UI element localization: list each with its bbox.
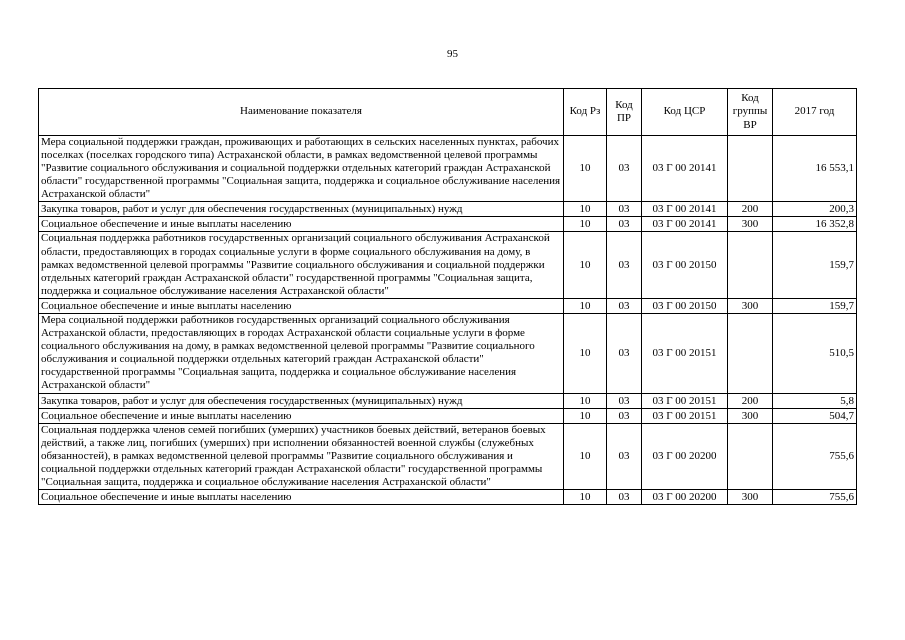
row-csr: 03 Г 00 20150 [642,232,728,298]
row-csr: 03 Г 00 20151 [642,393,728,408]
row-amount: 16 352,8 [773,217,857,232]
table-row [39,298,857,313]
header-csr: Код ЦСР [642,89,728,136]
row-amount: 159,7 [773,232,857,298]
table-header-row [39,89,857,136]
row-vr [728,136,773,202]
row-rz: 10 [564,202,607,217]
row-name: Социальное обеспечение и иные выплаты населению [39,298,564,313]
row-pr: 03 [607,313,642,393]
table-row [39,423,857,489]
row-pr: 03 [607,393,642,408]
row-name: Социальная поддержка работников государственных организаций социального обслуживания Астраханской области, предоставляющих в городах социальные услуги в форме социального обслуживания на дому, в рамках ведомственной целевой программы "Развитие социального обслуживания и социальной поддержки отдельных категорий граждан Астраханской области" государственной программы "Социальная защита, поддержка и социальное обслуживание населения Астраханской области" [39,232,564,298]
row-rz: 10 [564,298,607,313]
row-vr: 300 [728,489,773,504]
row-vr [728,232,773,298]
row-csr: 03 Г 00 20141 [642,217,728,232]
header-name: Наименование показателя [39,89,564,136]
header-year: 2017 год [773,89,857,136]
row-name: Социальное обеспечение и иные выплаты населению [39,408,564,423]
row-pr: 03 [607,202,642,217]
row-amount: 755,6 [773,489,857,504]
row-csr: 03 Г 00 20150 [642,298,728,313]
row-csr: 03 Г 00 20141 [642,136,728,202]
header-rz: Код Рз [564,89,607,136]
row-csr: 03 Г 00 20151 [642,408,728,423]
row-rz: 10 [564,408,607,423]
row-amount: 755,6 [773,423,857,489]
table-row [39,393,857,408]
budget-table [38,88,857,505]
row-rz: 10 [564,393,607,408]
row-amount: 159,7 [773,298,857,313]
row-name: Социальное обеспечение и иные выплаты населению [39,489,564,504]
row-rz: 10 [564,313,607,393]
row-amount: 5,8 [773,393,857,408]
row-vr: 200 [728,393,773,408]
row-vr: 200 [728,202,773,217]
row-vr: 300 [728,217,773,232]
row-name: Закупка товаров, работ и услуг для обеспечения государственных (муниципальных) нужд [39,393,564,408]
row-csr: 03 Г 00 20200 [642,489,728,504]
row-name: Социальное обеспечение и иные выплаты населению [39,217,564,232]
row-name: Социальная поддержка членов семей погибших (умерших) участников боевых действий, ветеранов боевых действий, а также лиц, погибших (умерших) при исполнении обязанностей военной службы (служебных обязанностей), в рамках ведомственной целевой программы "Развитие социального обслуживания и социальной поддержки отдельных категорий граждан Астраханской области" государственной программы "Социальная защита, поддержка и социальное обслуживание населения Астраханской области" [39,423,564,489]
row-vr [728,423,773,489]
table-row [39,202,857,217]
row-vr: 300 [728,298,773,313]
row-pr: 03 [607,217,642,232]
row-pr: 03 [607,408,642,423]
row-pr: 03 [607,423,642,489]
row-amount: 200,3 [773,202,857,217]
row-vr [728,313,773,393]
row-vr: 300 [728,408,773,423]
table-row [39,313,857,393]
row-rz: 10 [564,232,607,298]
page-number: 95 [447,48,458,60]
row-name: Мера социальной поддержки граждан, проживающих и работающих в сельских населенных пунктах, рабочих поселках (поселках городского типа) Астраханской области, в рамках ведомственной целевой программы "Развитие социального обслуживания и социальной поддержки отдельных категорий граждан Астраханской области" государственной программы "Социальная защита, поддержка и социальное обслуживание населения Астраханской области" [39,136,564,202]
row-amount: 510,5 [773,313,857,393]
row-rz: 10 [564,489,607,504]
table-row [39,136,857,202]
row-pr: 03 [607,489,642,504]
row-amount: 16 553,1 [773,136,857,202]
row-rz: 10 [564,217,607,232]
row-pr: 03 [607,136,642,202]
row-rz: 10 [564,423,607,489]
row-name: Закупка товаров, работ и услуг для обеспечения государственных (муниципальных) нужд [39,202,564,217]
table-row [39,408,857,423]
row-pr: 03 [607,298,642,313]
row-csr: 03 Г 00 20151 [642,313,728,393]
row-rz: 10 [564,136,607,202]
header-vr: Код группы ВР [728,89,773,136]
row-name: Мера социальной поддержки работников государственных организаций социального обслуживания Астраханской области, предоставляющих в городах Астраханской области социальные услуги в форме социального обслуживания на дому, в рамках ведомственной целевой программы "Развитие социального обслуживания и социальной поддержки отдельных категорий граждан Астраханской области" государственной программы "Социальная защита, поддержка и социальное обслуживание населения Астраханской области" [39,313,564,393]
header-pr: Код ПР [607,89,642,136]
table-row [39,217,857,232]
table-row [39,489,857,504]
table-row [39,232,857,298]
row-csr: 03 Г 00 20200 [642,423,728,489]
row-csr: 03 Г 00 20141 [642,202,728,217]
row-pr: 03 [607,232,642,298]
row-amount: 504,7 [773,408,857,423]
